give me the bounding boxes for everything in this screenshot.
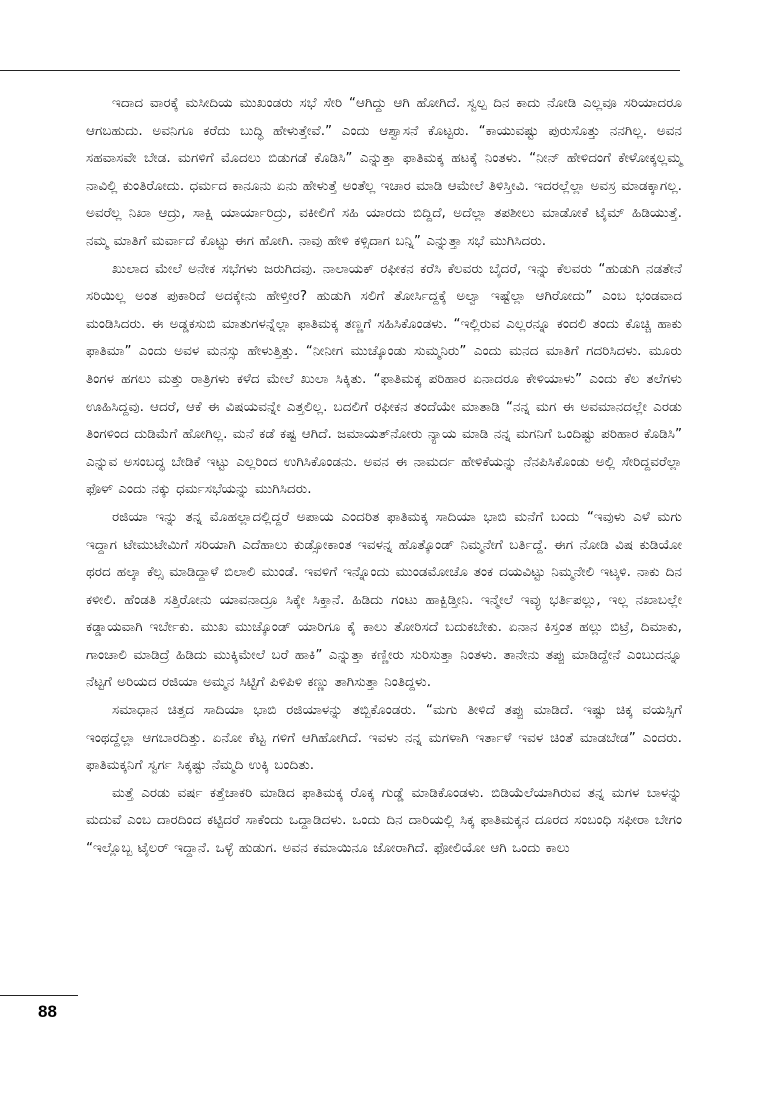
body-text (86, 90, 682, 863)
page-number: 88 (38, 1002, 57, 1021)
top-rule (0, 70, 680, 71)
paragraph: ಇದಾದ ವಾರಕ್ಕೆ ಮಸೀದಿಯ ಮುಖಂಡರು ಸಭೆ ಸೇರಿ “ಆಗಿದ್ದು ಆಗಿ ಹೋಗಿದೆ. ಸ್ವಲ್ಪ ದಿನ ಕಾದು ನೋಡಿ ಎಲ್ಲವೂ ಸರಿಯಾದರೂ ಆಗಬಹುದು. ಅವನಿಗೂ ಕರೆದು ಬುದ್ಧಿ ಹೇಳುತ್ತೇವೆ.” ಎಂದು ಆಶ್ವಾಸನೆ ಕೊಟ್ಟರು. “ಕಾಯುವಷ್ಟು ಪುರುಸೊತ್ತು ನನಗಿಲ್ಲ. ಅವನ ಸಹವಾಸವೇ ಬೇಡ. ಮಗಳಿಗೆ ಮೊದಲು ಬಿಡುಗಡೆ ಕೊಡಿಸಿ” ಎನ್ನುತ್ತಾ ಫಾತಿಮಕ್ಕ ಹಟಕ್ಕೆ ನಿಂತಳು. “ನೀನ್ ಹೇಳಿದಂಗೆ ಕೇಳೋಕ್ಕಲ್ಲಮ್ಮ ನಾವಿಲ್ಲಿ ಕುಂತಿರೋದು. ಧರ್ಮದ ಕಾನೂನು ಏನು ಹೇಳುತ್ತೆ ಅಂತೆಲ್ಲ ಇಚಾರ ಮಾಡಿ ಆಮೇಲೆ ತಿಳಿಸ್ತೀವಿ. ಇದರಲ್ಲೆಲ್ಲಾ ಅವಸ್ರ ಮಾಡಕ್ಕಾಗಲ್ಲ. ಅವರೆಲ್ಲ ನಿಖಾ ಆದ್ರು, ಸಾಕ್ಷಿ ಯಾರ್ಯಾರಿದ್ರು, ವಕೀಲಿಗೆ ಸಹಿ ಯಾರದು ಬಿದ್ದಿದೆ, ಅದೆಲ್ಲಾ ತಪಶೀಲು ಮಾಡೋಕೆ ಟೈಮ್ ಹಿಡಿಯುತ್ತೆ. ನಮ್ಮ ಮಾತಿಗೆ ಮರ್ವಾದೆ ಕೊಟ್ಟು ಈಗ ಹೋಗಿ. ನಾವು ಹೇಳಿ ಕಳ್ಸಿದಾಗ ಬನ್ನಿ” ಎನ್ನುತ್ತಾ ಸಭೆ ಮುಗಿಸಿದರು. (86, 95, 682, 249)
paragraph: ಖುಲಾದ ಮೇಲೆ ಅನೇಕ ಸಭೆಗಳು ಜರುಗಿದವು. ನಾಲಾಯಕ್ ರಫೀಕನ ಕರೆಸಿ ಕೆಲವರು ಬೈದರೆ, ಇನ್ನು ಕೆಲವರು “ಹುಡುಗಿ ನಡತೇನೆ ಸರಿಯಿಲ್ಲ ಅಂತ ಪುಕಾರಿದೆ ಅದಕ್ಕೇನು ಹೇಳ್ತೀರ? ಹುಡುಗಿ ಸಲಿಗೆ ತೋರ್ಸಿದ್ದಕ್ಕೆ ಅಲ್ವಾ ಇಷ್ಟೆಲ್ಲಾ ಆಗಿರೋದು” ಎಂಬ ಭಂಡವಾದ ಮಂಡಿಸಿದರು. ಈ ಅಡ್ಡಕಸುಬಿ ಮಾತುಗಳನ್ನೆಲ್ಲಾ ಫಾತಿಮಕ್ಕ ತಣ್ಣಗೆ ಸಹಿಸಿಕೊಂಡಳು. “ಇಲ್ಲಿರುವ ಎಲ್ಲರನ್ನೂ ಕಂದಲಿ ತಂದು ಕೊಚ್ಚಿ ಹಾಕು ಫಾತಿಮಾ” ಎಂದು ಅವಳ ಮನಸ್ಸು ಹೇಳುತ್ತಿತ್ತು. “ನೀನೀಗ ಮುಚ್ಕೊಂಡು ಸುಮ್ಮನಿರು” ಎಂದು ಮನದ ಮಾತಿಗೆ ಗದರಿಸಿದಳು. ಮೂರು ತಿಂಗಳ ಹಗಲು ಮತ್ತು ರಾತ್ರಿಗಳು ಕಳೆದ ಮೇಲೆ ಖುಲಾ ಸಿಕ್ಕಿತು. “ಫಾತಿಮಕ್ಕ ಪರಿಹಾರ ಏನಾದರೂ ಕೇಳಿಯಾಳು” ಎಂದು ಕೆಲ ತಲೆಗಳು ಊಹಿಸಿದ್ದವು. ಆದರೆ, ಆಕೆ ಈ ವಿಷಯವನ್ನೇ ಎತ್ತಲಿಲ್ಲ. ಬದಲಿಗೆ ರಫೀಕನ ತಂದೆಯೇ ಮಾತಾಡಿ “ನನ್ನ ಮಗ ಈ ಅವಮಾನದಲ್ಲೇ ಎರಡು ತಿಂಗಳಿಂದ ದುಡಿಮೆಗೆ ಹೋಗಿಲ್ಲ. ಮನೆ ಕಡೆ ಕಷ್ಟ ಆಗಿದೆ. ಜಮಾಯತ್‌ನೋರು ನ್ಯಾಯ ಮಾಡಿ ನನ್ನ ಮಗನಿಗೆ ಒಂದಿಷ್ಟು ಪರಿಹಾರ ಕೊಡಿಸಿ” ಎನ್ನುವ ಅಸಂಬದ್ಧ ಬೇಡಿಕೆ ಇಟ್ಟು ಎಲ್ಲರಿಂದ ಉಗಿಸಿಕೊಂಡನು. ಅವನ ಈ ನಾಮರ್ದ ಹೇಳಿಕೆಯನ್ನು ನೆನಪಿಸಿಕೊಂಡು ಅಲ್ಲಿ ಸೇರಿದ್ದವರೆಲ್ಲಾ ಫೊಳ್ ಎಂದು ನಕ್ಕು ಧರ್ಮಸಭೆಯನ್ನು ಮುಗಿಸಿದರು. (86, 260, 682, 498)
footer-rule (0, 995, 78, 996)
paragraph: ಮತ್ತೆ ಎರಡು ವರ್ಷ ಕತ್ತೆಚಾಕರಿ ಮಾಡಿದ ಫಾತಿಮಕ್ಕ ರೊಕ್ಕ ಗುಡ್ಡೆ ಮಾಡಿಕೊಂಡಳು. ಬಿಡಿಯೆಲೆಯಾಗಿರುವ ತನ್ನ ಮಗಳ ಬಾಳನ್ನು ಮದುವೆ ಎಂಬ ದಾರದಿಂದ ಕಟ್ಟಿದರೆ ಸಾಕೆಂದು ಒದ್ದಾಡಿದಳು. ಒಂದು ದಿನ ದಾರಿಯಲ್ಲಿ ಸಿಕ್ಕ ಫಾತಿಮಕ್ಕನ ದೂರದ ಸಂಬಂಧಿ ಸಫೀರಾ ಬೇಗಂ “ಇಲ್ಲೊಬ್ಬ ಟೈಲರ್ ಇದ್ದಾನೆ. ಒಳ್ಳೆ ಹುಡುಗ. ಅವನ ಕಮಾಯಿನೂ ಜೋರಾಗಿದೆ. ಫೋಲಿಯೋ ಆಗಿ ಒಂದು ಕಾಲು (86, 784, 682, 857)
paragraph: ಸಮಾಧಾನ ಚಿತ್ತದ ಸಾದಿಯಾ ಭಾಬಿ ರಜಿಯಾಳನ್ನು ತಬ್ಬಿಕೊಂಡರು. “ಮಗು ತೀಳಿದೆ ತಪ್ಪು ಮಾಡಿದೆ. ಇಷ್ಟು ಚಿಕ್ಕ ವಯಸ್ಸಿಗೆ ಇಂಥದ್ದೆಲ್ಲಾ ಆಗಬಾರದಿತ್ತು. ಏನೋ ಕೆಟ್ಟ ಗಳಿಗೆ ಆಗಿಹೋಗಿದೆ. ಇವಳು ನನ್ನ ಮಗಳಾಗಿ ಇರ್ತಾಳೆ ಇವಳ ಚಿಂತೆ ಮಾಡಬೇಡ” ಎಂದರು. ಫಾತಿಮಕ್ಕನಿಗೆ ಸ್ವರ್ಗ ಸಿಕ್ಕಷ್ಟು ನೆಮ್ಮದಿ ಉಕ್ಕಿ ಬಂದಿತು. (86, 702, 682, 774)
paragraph: ರಜಿಯಾ ಇನ್ನು ತನ್ನ ಮೊಹಲ್ಲಾದಲ್ಲಿದ್ದರೆ ಅಪಾಯ ಎಂದರಿತ ಫಾತಿಮಕ್ಕ ಸಾದಿಯಾ ಭಾಬಿ ಮನೆಗೆ ಬಂದು “ಇವುಳು ಎಳೆ ಮಗು ಇದ್ದಾಗ ಟೇಮುಟೇಮಿಗೆ ಸರಿಯಾಗಿ ಎದೆಹಾಲು ಕುಡ್ಸೋಕಾಂತ ಇವಳನ್ನ ಹೊತ್ಕೊಂಡ್ ನಿಮ್ಮನೇಗೆ ಬರ್ತಿದ್ದೆ. ಈಗ ನೋಡಿ ವಿಷ ಕುಡಿಯೋ ಥರದ ಹಲ್ಕಾ ಕೆಲ್ಸ ಮಾಡಿದ್ದಾಳೆ ಬಿಲಾಲಿ ಮುಂಡೆ. ಇವಳಿಗೆ ಇನ್ನೊಂದು ಮುಂಡಮೋಚೊ ತಂಕ ದಯವಿಟ್ಟು ನಿಮ್ಮನೇಲಿ ಇಟ್ಕಳಿ. ನಾಕು ದಿನ ಕಳೀಲಿ. ಹೆಂಡತಿ ಸತ್ತಿರೋನು ಯಾವನಾದ್ರೂ ಸಿಕ್ಕೇ ಸಿಕ್ತಾನೆ. ಹಿಡಿದು ಗಂಟು ಹಾಕ್ಬಿಡ್ತೀನಿ. ಇನ್ಮೇಲೆ ಇವ್ಳು ಭರ್ತಿಪಲ್ಲು, ಇಲ್ಲ ನಖಾಬಲ್ಲೇ ಕಡ್ಡಾಯವಾಗಿ ಇರ್ಬೇಕು. ಮುಖ ಮುಚ್ಕೊಂಡ್ ಯಾರಿಗೂ ಕೈ ಕಾಲು ತೋರಿಸದೆ ಬದುಕಬೇಕು. ಏನಾನ ಕಿಸ್ತಂತ ಹಲ್ಲು ಬಿಟ್ರೆ, ದಿಮಾಕು, ಗಾಂಚಾಲಿ ಮಾಡಿದ್ರೆ ಹಿಡಿದು ಮುಕ್ಕಿಮೇಲೆ ಬರೆ ಹಾಕಿ” ಎನ್ನುತ್ತಾ ಕಣ್ಣೀರು ಸುರಿಸುತ್ತಾ ನಿಂತಳು. ತಾನೇನು ತಪ್ಪು ಮಾಡಿದ್ದೇನೆ ಎಂಬುದನ್ನೂ ನೆಟ್ಟಗೆ ಅರಿಯದ ರಜಿಯಾ ಅಮ್ಮನ ಸಿಟ್ಟಿಗೆ ಪಿಳಿಪಿಳಿ ಕಣ್ಣು ತಾಗಿಸುತ್ತಾ ನಿಂತಿದ್ದಳು. (86, 508, 682, 691)
